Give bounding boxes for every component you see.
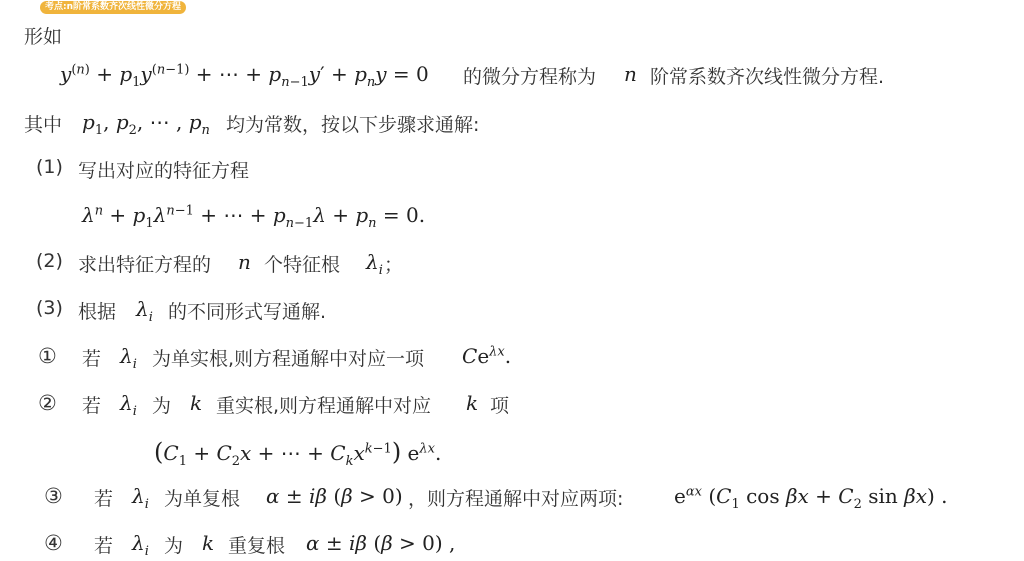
lambda-i-c3: $\lambda_i$ <box>132 484 149 512</box>
step2-text-a: 求出特征方程的 <box>78 254 212 276</box>
line2-prefix: 其中 <box>24 114 63 136</box>
math-k-3: k <box>202 531 215 555</box>
case2-ruo: 若 <box>82 395 102 417</box>
case1-number: ① <box>38 344 57 368</box>
lambda-i-2: $\lambda_i$ <box>366 250 383 278</box>
case4-wei: 为 <box>164 535 184 557</box>
term-single-complex: $e^{\alpha x}$ ($C_1$ $\cos \beta x + C_2$ sin βx) . <box>674 484 948 512</box>
case4-ruo: 若 <box>94 535 114 557</box>
case3-text-a: 为单复根 <box>164 488 241 510</box>
lambda-i-c4: $\lambda_i$ <box>132 531 149 559</box>
case2-number: ② <box>38 391 57 415</box>
math-k-2: k <box>466 391 479 415</box>
characteristic-equation: $\lambda^n + p_1\lambda^{n-1}$ + ⋯ + $p_{n-1}\lambda + p_n = 0$. <box>82 203 426 231</box>
line2-suffix: 均为常数，按以下步骤求通解: <box>226 114 480 136</box>
case2-text-a: 重实根,则方程通解中对应 <box>216 395 432 417</box>
step1-number: (1) <box>36 156 63 178</box>
intro-suffix-a: 的微分方程称为 <box>463 66 597 88</box>
term-single-real: $Ce^{\lambda x}$. <box>462 344 512 368</box>
case2-wei: 为 <box>152 395 172 417</box>
math-n: n <box>624 62 637 86</box>
case1-text: 为单实根,则方程通解中对应一项 <box>152 348 425 370</box>
condition-complex-root: α ± iβ (β > 0) <box>266 484 403 508</box>
math-k: k <box>190 391 203 415</box>
differential-equation: $y^{(n)} + p_1y^{(n-1)}$ + ⋯ + $p_{n-1}y' + p_ny = 0$ <box>60 62 429 90</box>
intro-suffix-b: 阶常系数齐次线性微分方程. <box>650 66 885 88</box>
lambda-i-3: $\lambda_i$ <box>136 297 153 325</box>
math-n-2: n <box>238 250 251 274</box>
step3-text-b: 的不同形式写通解. <box>168 301 327 323</box>
term-multiple-real: ($C_1 + C_2x$ + ⋯ + $C_kx^{k-1}$) $e^{\lambda x}$. <box>154 438 442 469</box>
step2-text-b: 个特征根 <box>264 254 341 276</box>
condition-repeated-complex: α ± iβ (β > 0) , <box>306 531 456 555</box>
step1-text: 写出对应的特征方程 <box>78 160 250 182</box>
step2-number: (2) <box>36 250 63 272</box>
lambda-i-c2: $\lambda_i$ <box>120 391 137 419</box>
intro-prefix: 形如 <box>24 26 63 48</box>
case4-number: ④ <box>44 531 63 555</box>
coefficients: $p_1$, $p_2$, ⋯ , $p_n$ <box>82 110 210 138</box>
step2-semicolon: ； <box>384 254 404 276</box>
case4-text-a: 重复根 <box>228 535 286 557</box>
case3-text-b: ，则方程通解中对应两项: <box>408 488 624 510</box>
case3-ruo: 若 <box>94 488 114 510</box>
step3-text-a: 根据 <box>78 301 117 323</box>
lambda-i-c1: $\lambda_i$ <box>120 344 137 372</box>
case3-number: ③ <box>44 484 63 508</box>
topic-tag: 考点:n阶常系数齐次线性微分方程 <box>40 1 186 14</box>
step3-number: (3) <box>36 297 63 319</box>
case1-ruo: 若 <box>82 348 102 370</box>
case2-text-b: 项 <box>490 395 510 417</box>
